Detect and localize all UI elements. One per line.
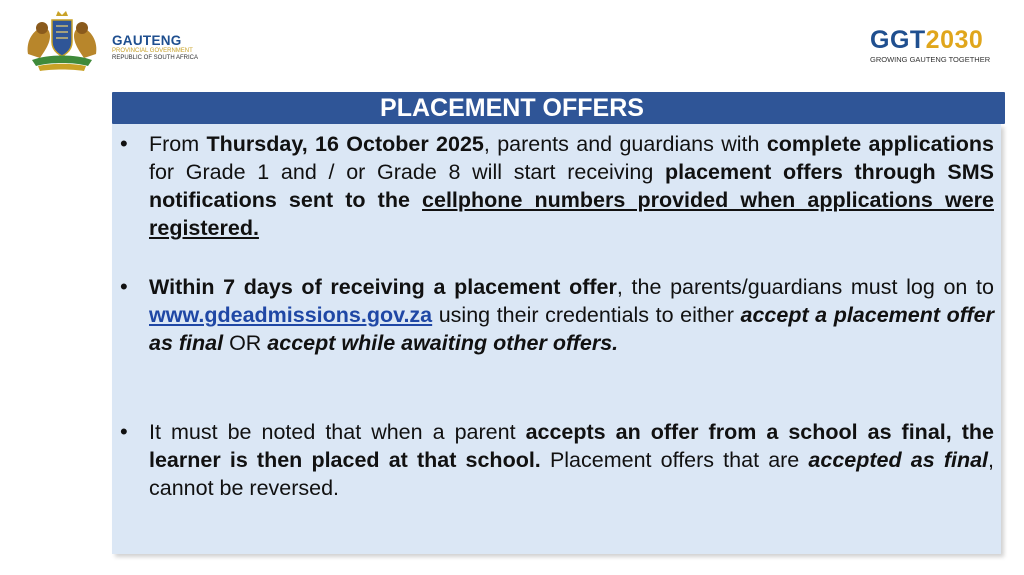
bullet-text: Within 7 days of receiving a placement offer, the parents/guardians must log on to www.gdeadmissions.gov.za using their credentials to either accept a placement offer as final OR accept while awaiting other offers. [149,275,995,355]
slide-title [0,94,1024,123]
admissions-website-link[interactable]: www.gdeadmissions.gov.za [149,303,433,327]
gauteng-coat-of-arms-icon [18,8,106,74]
bullet-dot: • [120,274,128,299]
gauteng-subtitle-line1: PROVINCIAL GOVERNMENT [112,48,193,54]
ggt-tagline: GROWING GAUTENG TOGETHER [870,55,991,64]
ggt-logo-part1: GGT [870,26,926,54]
gauteng-name: GAUTENG [112,33,182,48]
bullet-dot: • [120,131,128,156]
ggt-logo-part2: 2030 [925,26,984,54]
ggt2030-logo [870,26,1005,64]
bullet-text: From Thursday, 16 October 2025, parents and guardians with complete applications for Grade 1 and / or Grade 8 will start receiving placement offers through SMS notifications sent to the cellphone numbers provided when applications were registered. [149,132,995,240]
gauteng-provincial-government-logo [112,34,198,62]
bullet-text: It must be noted that when a parent accepts an offer from a school as final, the learner is then placed at that school. Placement offers that are accepted as final, cannot be reversed. [149,420,995,500]
gauteng-subtitle-line2: REPUBLIC OF SOUTH AFRICA [112,55,199,61]
bullet-dot: • [120,419,128,444]
slide-title-text: PLACEMENT OFFERS [380,94,644,122]
